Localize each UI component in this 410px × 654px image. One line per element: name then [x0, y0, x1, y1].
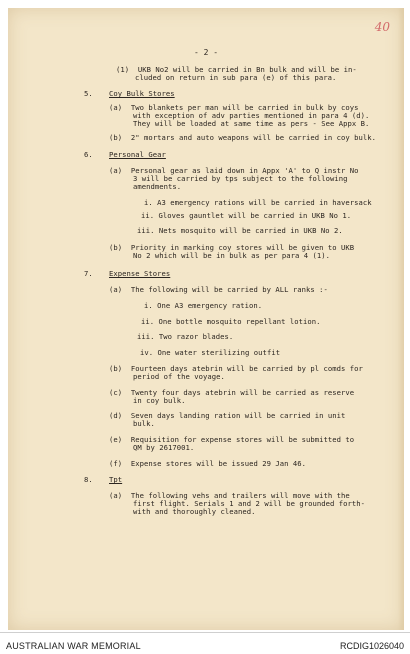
text-line: with exception of adv parties mentioned in para 4 (d).	[133, 111, 370, 120]
document-page	[8, 8, 404, 630]
text-line: They will be loaded at same time as pers - See Appx B.	[133, 119, 370, 128]
text-line: (a) Personal gear as laid down in Appx 'A' to Q instr No	[109, 166, 359, 175]
text-line: i. One A3 emergency ration.	[144, 301, 263, 310]
page-edge-shadow	[398, 8, 404, 630]
section-heading: Tpt	[109, 475, 123, 484]
text-line: (e) Requisition for expense stores will be submitted to	[109, 435, 355, 444]
section-number: 6.	[84, 150, 93, 159]
archive-footer	[0, 632, 410, 654]
record-id: RCDIG1026040	[339, 641, 404, 651]
text-line: i. A3 emergency rations will be carried in haversack	[144, 198, 372, 207]
archive-name: AUSTRALIAN WAR MEMORIAL	[6, 641, 141, 651]
text-line: in coy bulk.	[133, 396, 186, 405]
text-line: bulk.	[133, 419, 155, 428]
text-line: (b) Priority in marking coy stores will be given to UKB	[109, 243, 355, 252]
folio-number: 40	[374, 20, 390, 34]
text-line: (f) Expense stores will be issued 29 Jan 46.	[109, 459, 306, 468]
text-line: (a) The following will be carried by ALL ranks :-	[109, 285, 328, 294]
text-line: (a) Two blankets per man will be carried in bulk by coys	[109, 103, 359, 112]
section-number: 7.	[84, 269, 93, 278]
text-line: iii. Nets mosquito will be carried in UKB No 2.	[137, 226, 343, 235]
text-line: (b) Fourteen days atebrin will be carried by pl comds for	[109, 364, 363, 373]
text-line: ii. Gloves gauntlet will be carried in UKB No 1.	[141, 211, 352, 220]
text-line: iv. One water sterilizing outfit	[140, 348, 281, 357]
text-line: (1) UKB No2 will be carried in Bn bulk and will be in-	[116, 65, 357, 74]
text-line: with and thoroughly cleaned.	[133, 507, 256, 516]
section-heading: Coy Bulk Stores	[109, 89, 175, 98]
text-line: first flight. Serials 1 and 2 will be grounded forth-	[133, 499, 365, 508]
text-line: iii. Two razor blades.	[137, 332, 234, 341]
text-line: QM by 2617001.	[133, 443, 195, 452]
text-line: No 2 which will be in bulk as per para 4 (1).	[133, 251, 330, 260]
text-line: cluded on return in sub para (e) of this para.	[135, 73, 337, 82]
text-line: 3 will be carried by tps subject to the following	[133, 174, 348, 183]
section-heading: Expense Stores	[109, 269, 171, 278]
text-line: period of the voyage.	[133, 372, 225, 381]
section-number: 8.	[84, 475, 93, 484]
text-line: (a) The following vehs and trailers will move with the	[109, 491, 350, 500]
text-line: amendments.	[133, 182, 182, 191]
section-heading: Personal Gear	[109, 150, 166, 159]
text-line: (d) Seven days landing ration will be carried in unit	[109, 411, 346, 420]
section-number: 5.	[84, 89, 93, 98]
text-line: (b) 2" mortars and auto weapons will be carried in coy bulk.	[109, 133, 377, 142]
page-number: - 2 -	[193, 48, 219, 57]
text-line: (c) Twenty four days atebrin will be carried as reserve	[109, 388, 355, 397]
text-line: ii. One bottle mosquito repellant lotion.	[141, 317, 321, 326]
